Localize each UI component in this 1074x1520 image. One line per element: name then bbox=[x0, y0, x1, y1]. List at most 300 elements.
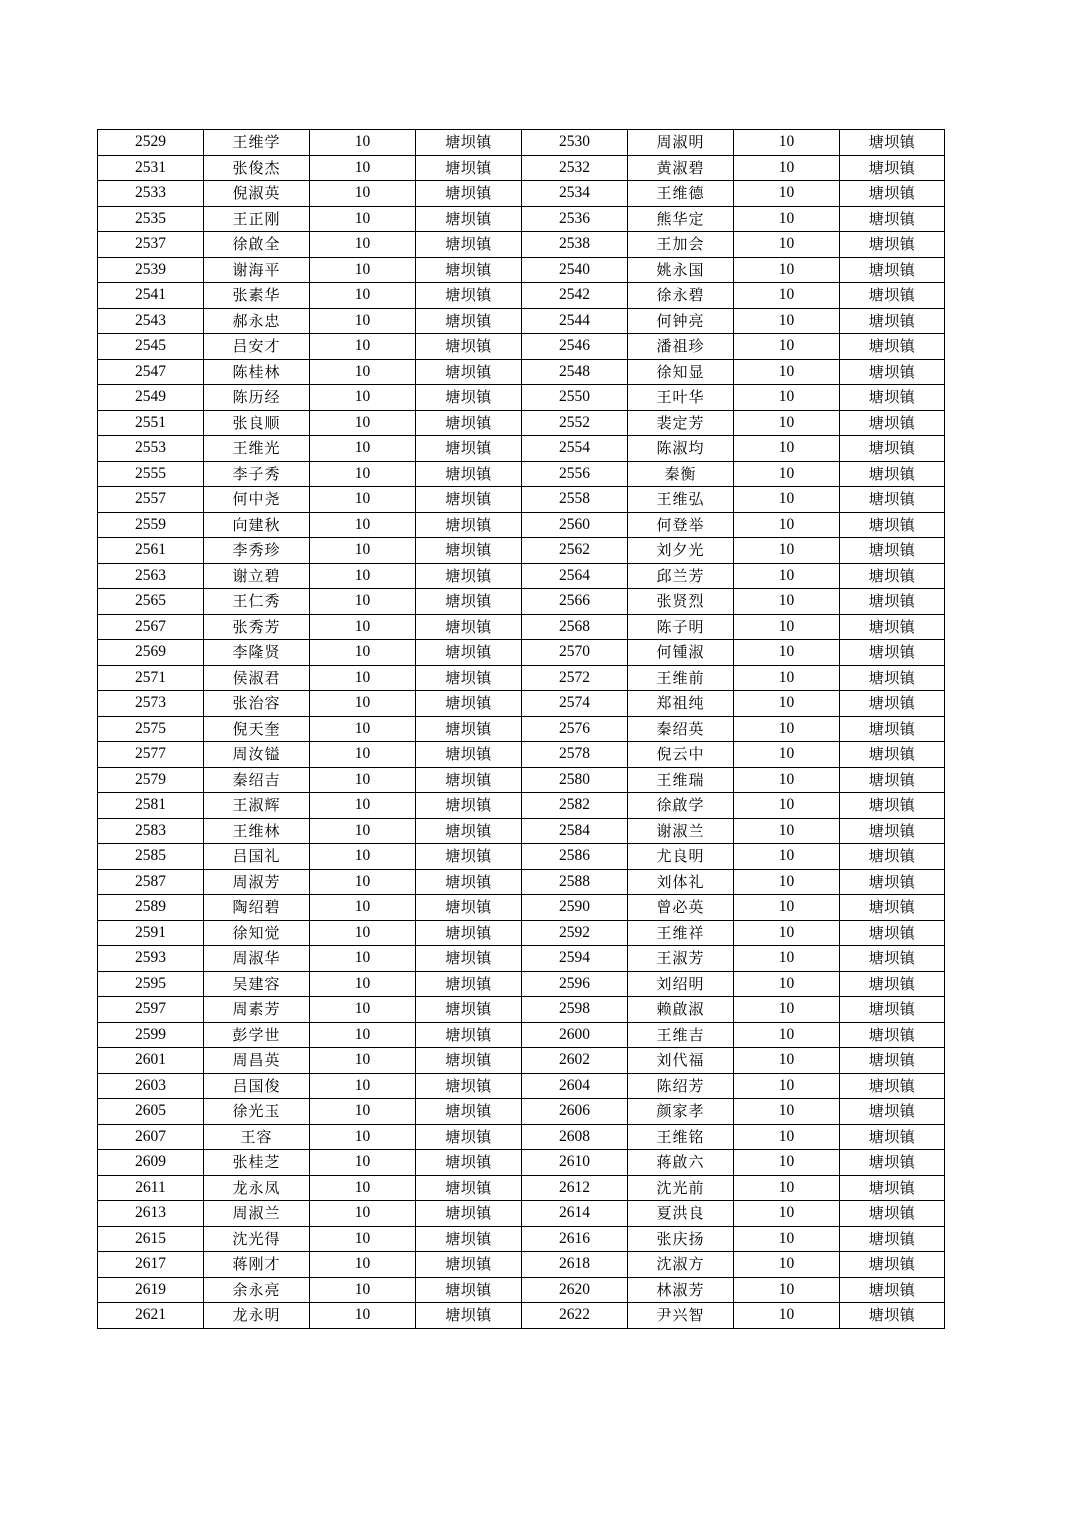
person-name-cell: 张庆扬 bbox=[628, 1226, 734, 1252]
table-row bbox=[98, 1226, 945, 1252]
person-name-cell: 邱兰芳 bbox=[628, 563, 734, 589]
record-id-cell: 2612 bbox=[522, 1175, 628, 1201]
town-cell: 塘坝镇 bbox=[416, 971, 522, 997]
town-cell: 塘坝镇 bbox=[416, 589, 522, 615]
record-id-cell: 2565 bbox=[98, 589, 204, 615]
person-name-cell: 王维铭 bbox=[628, 1124, 734, 1150]
amount-cell: 10 bbox=[310, 1226, 416, 1252]
amount-cell: 10 bbox=[310, 334, 416, 360]
record-id-cell: 2592 bbox=[522, 920, 628, 946]
table-row bbox=[98, 665, 945, 691]
town-cell: 塘坝镇 bbox=[416, 742, 522, 768]
town-cell: 塘坝镇 bbox=[416, 1201, 522, 1227]
record-id-cell: 2567 bbox=[98, 614, 204, 640]
person-name-cell: 王维光 bbox=[204, 436, 310, 462]
town-cell: 塘坝镇 bbox=[416, 614, 522, 640]
record-id-cell: 2571 bbox=[98, 665, 204, 691]
town-cell: 塘坝镇 bbox=[840, 512, 945, 538]
person-name-cell: 龙永明 bbox=[204, 1303, 310, 1329]
amount-cell: 10 bbox=[310, 130, 416, 156]
town-cell: 塘坝镇 bbox=[416, 793, 522, 819]
amount-cell: 10 bbox=[734, 844, 840, 870]
table-row bbox=[98, 232, 945, 258]
amount-cell: 10 bbox=[310, 563, 416, 589]
town-cell: 塘坝镇 bbox=[840, 1124, 945, 1150]
person-name-cell: 何锺淑 bbox=[628, 640, 734, 666]
record-id-cell: 2597 bbox=[98, 997, 204, 1023]
amount-cell: 10 bbox=[310, 512, 416, 538]
person-name-cell: 王维祥 bbox=[628, 920, 734, 946]
person-name-cell: 徐永碧 bbox=[628, 283, 734, 309]
table-row bbox=[98, 283, 945, 309]
record-id-cell: 2557 bbox=[98, 487, 204, 513]
person-name-cell: 赖啟淑 bbox=[628, 997, 734, 1023]
amount-cell: 10 bbox=[310, 283, 416, 309]
person-name-cell: 王维德 bbox=[628, 181, 734, 207]
amount-cell: 10 bbox=[734, 206, 840, 232]
table-row bbox=[98, 487, 945, 513]
person-name-cell: 沈淑方 bbox=[628, 1252, 734, 1278]
record-id-cell: 2607 bbox=[98, 1124, 204, 1150]
town-cell: 塘坝镇 bbox=[840, 844, 945, 870]
record-id-cell: 2615 bbox=[98, 1226, 204, 1252]
record-id-cell: 2572 bbox=[522, 665, 628, 691]
town-cell: 塘坝镇 bbox=[840, 1175, 945, 1201]
amount-cell: 10 bbox=[734, 1175, 840, 1201]
person-name-cell: 黄淑碧 bbox=[628, 155, 734, 181]
person-name-cell: 秦衡 bbox=[628, 461, 734, 487]
record-id-cell: 2589 bbox=[98, 895, 204, 921]
town-cell: 塘坝镇 bbox=[840, 206, 945, 232]
record-id-cell: 2603 bbox=[98, 1073, 204, 1099]
town-cell: 塘坝镇 bbox=[840, 793, 945, 819]
town-cell: 塘坝镇 bbox=[840, 895, 945, 921]
table-row bbox=[98, 436, 945, 462]
amount-cell: 10 bbox=[734, 232, 840, 258]
person-name-cell: 何钟亮 bbox=[628, 308, 734, 334]
amount-cell: 10 bbox=[734, 1303, 840, 1329]
amount-cell: 10 bbox=[734, 410, 840, 436]
person-name-cell: 王仁秀 bbox=[204, 589, 310, 615]
amount-cell: 10 bbox=[310, 844, 416, 870]
person-name-cell: 王容 bbox=[204, 1124, 310, 1150]
amount-cell: 10 bbox=[734, 359, 840, 385]
amount-cell: 10 bbox=[734, 614, 840, 640]
amount-cell: 10 bbox=[734, 1226, 840, 1252]
record-id-cell: 2579 bbox=[98, 767, 204, 793]
amount-cell: 10 bbox=[310, 410, 416, 436]
amount-cell: 10 bbox=[310, 1277, 416, 1303]
record-id-cell: 2563 bbox=[98, 563, 204, 589]
table-row bbox=[98, 767, 945, 793]
amount-cell: 10 bbox=[310, 971, 416, 997]
person-name-cell: 何登举 bbox=[628, 512, 734, 538]
town-cell: 塘坝镇 bbox=[416, 1073, 522, 1099]
table-row bbox=[98, 1303, 945, 1329]
person-name-cell: 沈光前 bbox=[628, 1175, 734, 1201]
record-id-cell: 2584 bbox=[522, 818, 628, 844]
amount-cell: 10 bbox=[734, 1099, 840, 1125]
person-name-cell: 周汝镒 bbox=[204, 742, 310, 768]
person-name-cell: 张俊杰 bbox=[204, 155, 310, 181]
amount-cell: 10 bbox=[310, 895, 416, 921]
amount-cell: 10 bbox=[310, 1022, 416, 1048]
town-cell: 塘坝镇 bbox=[840, 385, 945, 411]
town-cell: 塘坝镇 bbox=[416, 359, 522, 385]
record-id-cell: 2613 bbox=[98, 1201, 204, 1227]
amount-cell: 10 bbox=[734, 1150, 840, 1176]
table-row bbox=[98, 895, 945, 921]
record-id-cell: 2537 bbox=[98, 232, 204, 258]
record-id-cell: 2560 bbox=[522, 512, 628, 538]
record-id-cell: 2575 bbox=[98, 716, 204, 742]
person-name-cell: 夏洪良 bbox=[628, 1201, 734, 1227]
amount-cell: 10 bbox=[310, 155, 416, 181]
record-id-cell: 2529 bbox=[98, 130, 204, 156]
amount-cell: 10 bbox=[310, 640, 416, 666]
table-row bbox=[98, 334, 945, 360]
person-name-cell: 张治容 bbox=[204, 691, 310, 717]
record-id-cell: 2543 bbox=[98, 308, 204, 334]
amount-cell: 10 bbox=[734, 716, 840, 742]
record-id-cell: 2599 bbox=[98, 1022, 204, 1048]
person-name-cell: 陈绍芳 bbox=[628, 1073, 734, 1099]
amount-cell: 10 bbox=[734, 869, 840, 895]
record-id-cell: 2552 bbox=[522, 410, 628, 436]
amount-cell: 10 bbox=[310, 308, 416, 334]
amount-cell: 10 bbox=[734, 538, 840, 564]
amount-cell: 10 bbox=[310, 793, 416, 819]
record-id-cell: 2619 bbox=[98, 1277, 204, 1303]
person-name-cell: 刘夕光 bbox=[628, 538, 734, 564]
record-id-cell: 2585 bbox=[98, 844, 204, 870]
person-name-cell: 王正刚 bbox=[204, 206, 310, 232]
table-row bbox=[98, 1277, 945, 1303]
table-row bbox=[98, 385, 945, 411]
amount-cell: 10 bbox=[310, 665, 416, 691]
amount-cell: 10 bbox=[734, 1124, 840, 1150]
person-name-cell: 徐光玉 bbox=[204, 1099, 310, 1125]
person-name-cell: 陶绍碧 bbox=[204, 895, 310, 921]
amount-cell: 10 bbox=[734, 691, 840, 717]
town-cell: 塘坝镇 bbox=[416, 410, 522, 436]
amount-cell: 10 bbox=[734, 283, 840, 309]
amount-cell: 10 bbox=[310, 1201, 416, 1227]
town-cell: 塘坝镇 bbox=[840, 1277, 945, 1303]
town-cell: 塘坝镇 bbox=[416, 206, 522, 232]
amount-cell: 10 bbox=[310, 716, 416, 742]
town-cell: 塘坝镇 bbox=[416, 257, 522, 283]
person-name-cell: 周淑芳 bbox=[204, 869, 310, 895]
person-name-cell: 余永亮 bbox=[204, 1277, 310, 1303]
person-name-cell: 刘代福 bbox=[628, 1048, 734, 1074]
record-id-cell: 2564 bbox=[522, 563, 628, 589]
town-cell: 塘坝镇 bbox=[416, 1277, 522, 1303]
amount-cell: 10 bbox=[734, 1048, 840, 1074]
table-row bbox=[98, 1099, 945, 1125]
record-id-cell: 2549 bbox=[98, 385, 204, 411]
town-cell: 塘坝镇 bbox=[840, 436, 945, 462]
town-cell: 塘坝镇 bbox=[840, 563, 945, 589]
person-name-cell: 王叶华 bbox=[628, 385, 734, 411]
roster-table-body bbox=[98, 130, 945, 1329]
town-cell: 塘坝镇 bbox=[416, 869, 522, 895]
amount-cell: 10 bbox=[310, 614, 416, 640]
record-id-cell: 2609 bbox=[98, 1150, 204, 1176]
record-id-cell: 2590 bbox=[522, 895, 628, 921]
person-name-cell: 王淑辉 bbox=[204, 793, 310, 819]
town-cell: 塘坝镇 bbox=[416, 1099, 522, 1125]
amount-cell: 10 bbox=[734, 971, 840, 997]
town-cell: 塘坝镇 bbox=[840, 946, 945, 972]
town-cell: 塘坝镇 bbox=[416, 232, 522, 258]
person-name-cell: 李子秀 bbox=[204, 461, 310, 487]
amount-cell: 10 bbox=[310, 818, 416, 844]
person-name-cell: 龙永凤 bbox=[204, 1175, 310, 1201]
amount-cell: 10 bbox=[310, 1303, 416, 1329]
record-id-cell: 2548 bbox=[522, 359, 628, 385]
table-row bbox=[98, 257, 945, 283]
record-id-cell: 2569 bbox=[98, 640, 204, 666]
person-name-cell: 陈桂林 bbox=[204, 359, 310, 385]
amount-cell: 10 bbox=[734, 385, 840, 411]
person-name-cell: 王维学 bbox=[204, 130, 310, 156]
person-name-cell: 谢立碧 bbox=[204, 563, 310, 589]
town-cell: 塘坝镇 bbox=[840, 257, 945, 283]
amount-cell: 10 bbox=[734, 334, 840, 360]
town-cell: 塘坝镇 bbox=[416, 181, 522, 207]
person-name-cell: 尤良明 bbox=[628, 844, 734, 870]
person-name-cell: 彭学世 bbox=[204, 1022, 310, 1048]
person-name-cell: 林淑芳 bbox=[628, 1277, 734, 1303]
town-cell: 塘坝镇 bbox=[840, 461, 945, 487]
person-name-cell: 向建秋 bbox=[204, 512, 310, 538]
record-id-cell: 2608 bbox=[522, 1124, 628, 1150]
town-cell: 塘坝镇 bbox=[840, 538, 945, 564]
person-name-cell: 熊华定 bbox=[628, 206, 734, 232]
town-cell: 塘坝镇 bbox=[416, 1226, 522, 1252]
table-row bbox=[98, 1022, 945, 1048]
town-cell: 塘坝镇 bbox=[840, 640, 945, 666]
record-id-cell: 2558 bbox=[522, 487, 628, 513]
person-name-cell: 吕国俊 bbox=[204, 1073, 310, 1099]
town-cell: 塘坝镇 bbox=[840, 1073, 945, 1099]
amount-cell: 10 bbox=[310, 257, 416, 283]
table-row bbox=[98, 869, 945, 895]
town-cell: 塘坝镇 bbox=[416, 283, 522, 309]
record-id-cell: 2540 bbox=[522, 257, 628, 283]
record-id-cell: 2595 bbox=[98, 971, 204, 997]
person-name-cell: 徐啟全 bbox=[204, 232, 310, 258]
record-id-cell: 2593 bbox=[98, 946, 204, 972]
town-cell: 塘坝镇 bbox=[416, 767, 522, 793]
amount-cell: 10 bbox=[734, 895, 840, 921]
table-row bbox=[98, 971, 945, 997]
town-cell: 塘坝镇 bbox=[416, 997, 522, 1023]
amount-cell: 10 bbox=[734, 767, 840, 793]
person-name-cell: 郝永忠 bbox=[204, 308, 310, 334]
person-name-cell: 李隆贤 bbox=[204, 640, 310, 666]
record-id-cell: 2578 bbox=[522, 742, 628, 768]
person-name-cell: 吕安才 bbox=[204, 334, 310, 360]
table-row bbox=[98, 563, 945, 589]
record-id-cell: 2620 bbox=[522, 1277, 628, 1303]
person-name-cell: 颜家孝 bbox=[628, 1099, 734, 1125]
record-id-cell: 2580 bbox=[522, 767, 628, 793]
person-name-cell: 王维吉 bbox=[628, 1022, 734, 1048]
amount-cell: 10 bbox=[310, 1099, 416, 1125]
person-name-cell: 秦绍英 bbox=[628, 716, 734, 742]
town-cell: 塘坝镇 bbox=[840, 665, 945, 691]
table-row bbox=[98, 155, 945, 181]
person-name-cell: 尹兴智 bbox=[628, 1303, 734, 1329]
amount-cell: 10 bbox=[310, 1175, 416, 1201]
record-id-cell: 2594 bbox=[522, 946, 628, 972]
person-name-cell: 姚永国 bbox=[628, 257, 734, 283]
record-id-cell: 2545 bbox=[98, 334, 204, 360]
table-row bbox=[98, 512, 945, 538]
record-id-cell: 2539 bbox=[98, 257, 204, 283]
town-cell: 塘坝镇 bbox=[416, 1150, 522, 1176]
person-name-cell: 王加会 bbox=[628, 232, 734, 258]
town-cell: 塘坝镇 bbox=[840, 232, 945, 258]
town-cell: 塘坝镇 bbox=[840, 589, 945, 615]
person-name-cell: 王淑芳 bbox=[628, 946, 734, 972]
record-id-cell: 2617 bbox=[98, 1252, 204, 1278]
amount-cell: 10 bbox=[310, 1048, 416, 1074]
town-cell: 塘坝镇 bbox=[416, 716, 522, 742]
amount-cell: 10 bbox=[734, 308, 840, 334]
person-name-cell: 王维瑞 bbox=[628, 767, 734, 793]
record-id-cell: 2535 bbox=[98, 206, 204, 232]
record-id-cell: 2601 bbox=[98, 1048, 204, 1074]
town-cell: 塘坝镇 bbox=[416, 895, 522, 921]
amount-cell: 10 bbox=[734, 512, 840, 538]
person-name-cell: 刘体礼 bbox=[628, 869, 734, 895]
town-cell: 塘坝镇 bbox=[416, 461, 522, 487]
town-cell: 塘坝镇 bbox=[416, 563, 522, 589]
person-name-cell: 吕国礼 bbox=[204, 844, 310, 870]
record-id-cell: 2553 bbox=[98, 436, 204, 462]
record-id-cell: 2544 bbox=[522, 308, 628, 334]
town-cell: 塘坝镇 bbox=[840, 1201, 945, 1227]
record-id-cell: 2550 bbox=[522, 385, 628, 411]
amount-cell: 10 bbox=[310, 742, 416, 768]
town-cell: 塘坝镇 bbox=[840, 283, 945, 309]
amount-cell: 10 bbox=[734, 130, 840, 156]
person-name-cell: 张贤烈 bbox=[628, 589, 734, 615]
table-row bbox=[98, 308, 945, 334]
record-id-cell: 2577 bbox=[98, 742, 204, 768]
town-cell: 塘坝镇 bbox=[840, 1226, 945, 1252]
person-name-cell: 徐啟学 bbox=[628, 793, 734, 819]
amount-cell: 10 bbox=[310, 767, 416, 793]
person-name-cell: 张秀芳 bbox=[204, 614, 310, 640]
table-row bbox=[98, 206, 945, 232]
amount-cell: 10 bbox=[734, 665, 840, 691]
town-cell: 塘坝镇 bbox=[416, 436, 522, 462]
town-cell: 塘坝镇 bbox=[416, 1124, 522, 1150]
record-id-cell: 2562 bbox=[522, 538, 628, 564]
town-cell: 塘坝镇 bbox=[840, 155, 945, 181]
record-id-cell: 2614 bbox=[522, 1201, 628, 1227]
record-id-cell: 2546 bbox=[522, 334, 628, 360]
town-cell: 塘坝镇 bbox=[416, 1175, 522, 1201]
table-row bbox=[98, 1150, 945, 1176]
table-row bbox=[98, 359, 945, 385]
record-id-cell: 2598 bbox=[522, 997, 628, 1023]
town-cell: 塘坝镇 bbox=[840, 130, 945, 156]
record-id-cell: 2530 bbox=[522, 130, 628, 156]
amount-cell: 10 bbox=[734, 742, 840, 768]
table-row bbox=[98, 1201, 945, 1227]
table-row bbox=[98, 538, 945, 564]
amount-cell: 10 bbox=[734, 640, 840, 666]
table-row bbox=[98, 1252, 945, 1278]
town-cell: 塘坝镇 bbox=[840, 716, 945, 742]
record-id-cell: 2576 bbox=[522, 716, 628, 742]
record-id-cell: 2533 bbox=[98, 181, 204, 207]
town-cell: 塘坝镇 bbox=[840, 487, 945, 513]
town-cell: 塘坝镇 bbox=[840, 1048, 945, 1074]
roster-table bbox=[97, 129, 945, 1329]
person-name-cell: 倪云中 bbox=[628, 742, 734, 768]
table-row bbox=[98, 1175, 945, 1201]
record-id-cell: 2583 bbox=[98, 818, 204, 844]
amount-cell: 10 bbox=[734, 487, 840, 513]
town-cell: 塘坝镇 bbox=[840, 920, 945, 946]
person-name-cell: 刘绍明 bbox=[628, 971, 734, 997]
person-name-cell: 周淑兰 bbox=[204, 1201, 310, 1227]
town-cell: 塘坝镇 bbox=[416, 946, 522, 972]
person-name-cell: 徐知显 bbox=[628, 359, 734, 385]
person-name-cell: 周淑明 bbox=[628, 130, 734, 156]
person-name-cell: 陈子明 bbox=[628, 614, 734, 640]
town-cell: 塘坝镇 bbox=[840, 971, 945, 997]
amount-cell: 10 bbox=[310, 1252, 416, 1278]
record-id-cell: 2622 bbox=[522, 1303, 628, 1329]
record-id-cell: 2587 bbox=[98, 869, 204, 895]
person-name-cell: 陈淑均 bbox=[628, 436, 734, 462]
person-name-cell: 曾必英 bbox=[628, 895, 734, 921]
amount-cell: 10 bbox=[734, 793, 840, 819]
amount-cell: 10 bbox=[734, 436, 840, 462]
record-id-cell: 2532 bbox=[522, 155, 628, 181]
amount-cell: 10 bbox=[310, 538, 416, 564]
person-name-cell: 吴建容 bbox=[204, 971, 310, 997]
person-name-cell: 沈光得 bbox=[204, 1226, 310, 1252]
amount-cell: 10 bbox=[734, 589, 840, 615]
town-cell: 塘坝镇 bbox=[416, 640, 522, 666]
record-id-cell: 2573 bbox=[98, 691, 204, 717]
record-id-cell: 2600 bbox=[522, 1022, 628, 1048]
amount-cell: 10 bbox=[310, 589, 416, 615]
town-cell: 塘坝镇 bbox=[840, 1303, 945, 1329]
record-id-cell: 2536 bbox=[522, 206, 628, 232]
record-id-cell: 2551 bbox=[98, 410, 204, 436]
person-name-cell: 蒋刚才 bbox=[204, 1252, 310, 1278]
town-cell: 塘坝镇 bbox=[416, 818, 522, 844]
record-id-cell: 2591 bbox=[98, 920, 204, 946]
table-row bbox=[98, 640, 945, 666]
record-id-cell: 2531 bbox=[98, 155, 204, 181]
table-row bbox=[98, 589, 945, 615]
town-cell: 塘坝镇 bbox=[840, 1022, 945, 1048]
table-row bbox=[98, 461, 945, 487]
town-cell: 塘坝镇 bbox=[840, 181, 945, 207]
town-cell: 塘坝镇 bbox=[840, 1150, 945, 1176]
amount-cell: 10 bbox=[310, 691, 416, 717]
